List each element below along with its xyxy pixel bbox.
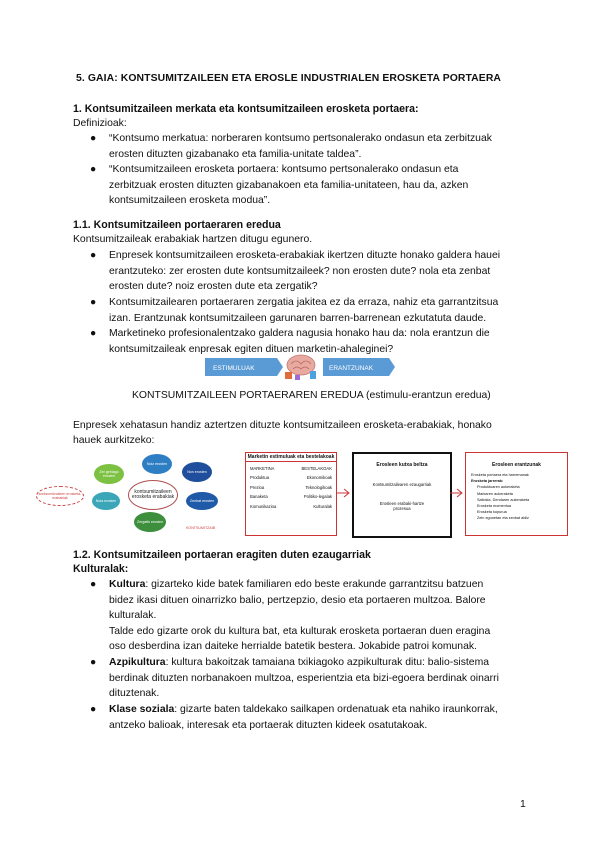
list-item: ● Enpresek kontsumitzaileen erosketa-erabakiak ikertzen dituzte honako galdera hauei erantzuteko: zer erosten dute kontsumitzaileek? non erosten dute? nola eta zenbat erosten dute? noiz erosten dute eta zergatik? bbox=[90, 250, 501, 293]
bubble-where: Non erosten bbox=[182, 462, 212, 482]
bullet-icon: ● bbox=[90, 164, 97, 175]
paragraph-line: Enpresek xehatasun handiz aztertzen dituzte kontsumitzaileen erosketa-erabakiak, honako bbox=[73, 420, 492, 431]
bullet-icon: ● bbox=[90, 579, 97, 590]
bullet-icon: ● bbox=[90, 704, 97, 715]
bubble-why: Zergatik erosten bbox=[134, 512, 166, 532]
black-box: Erosleen kutxa beltza Kontsumitzailearen ezaugarriak Erosleen erabaki-hartze prozesua bbox=[352, 452, 452, 538]
list-item: ● “Kontsumo merkatua: norberaren kontsumo pertsonalerako ondasun eta zerbitzuak erosten dituzten gizabanako eta familia-unitate taldea”. bbox=[90, 133, 492, 160]
table-row: Komunikazioa Kulturalak bbox=[250, 503, 332, 509]
responses-list: Erosketa portaera eta harremanak Erosketa jarrerak: Produktuaren aukeraketa Markaren aukeraketa Saltokia, Dendaren aukeraketa Erosketa momentua Erosketa kopurua Zein egunetan eta zenbat aldiz bbox=[471, 473, 530, 521]
section-1-2-subheading: Kulturalak: bbox=[73, 563, 129, 575]
table-row: Prezioa Teknologikoak bbox=[250, 484, 332, 490]
list-item: ● “Kontsumitzaileen erosketa portaera: kontsumo pertsonalerako ondasun eta zerbitzuak erosten dituzten gizabanakoen eta familia-unitateen, hau da, azken kontsumitzaileen erosketa modua”. bbox=[90, 164, 469, 207]
bullet-icon: ● bbox=[90, 250, 97, 261]
table-row: Produktua Ekonomikoak bbox=[250, 475, 332, 480]
center-node: kontsumitzaileen erosketa erabakiak bbox=[128, 480, 178, 510]
stimulus-response-figure bbox=[205, 352, 395, 382]
chapter-title: 5. GAIA: KONTSUMITZAILEEN ETA EROSLE INDUSTRIALEN EROSKETA PORTAERA bbox=[76, 73, 502, 84]
list-item: ● Marketineko profesionalentzako galdera nagusia honako hau da: nola erantzun die kontsumitzaileak enpresak egiten dituen marketin-ahaleginei? bbox=[90, 328, 490, 355]
table-row: MARKETINA BESTELAKOAK bbox=[250, 465, 332, 471]
paragraph-line: hauek aurkitzeko: bbox=[73, 435, 155, 446]
black-box-model bbox=[245, 452, 568, 536]
list-item: ● Kontsumitzailearen portaeraren zergatia jakitea ez da erraza, nahiz eta garrantzitsua izan. Erantzunak kontsumitzaileen garunaren barren-barrenean ezkutatuta daude. bbox=[90, 297, 499, 324]
section-1-heading: 1. Kontsumitzaileen merkata eta kontsumitzaileen erosketa portaera: bbox=[73, 103, 419, 115]
list-item: ● Kultura: gizarteko kide batek familiaren edo beste erakunde garrantzitsu batzuen bidez ikasi dituen oinarrizko balio, pertzepzio, desio eta portaeren multzoa. Balore kulturalak. Talde edo gizarte orok du kultura bat, eta kulturak erosketa portaeran duen eragina oso desberdina izan daiteke herrialde batetik bestera. Jokabide patroi komunak. bbox=[90, 579, 491, 653]
stimuli-table bbox=[246, 462, 336, 514]
purchase-decisions-diagram bbox=[36, 452, 242, 536]
arrow-right-icon bbox=[450, 488, 464, 498]
section-1-1-intro: Kontsumitzaileak erabakiak hartzen ditugu egunero. bbox=[73, 234, 313, 245]
figure-caption: KONTSUMITZAILEEN PORTAERAREN EREDUA (estimulu-erantzun eredua) bbox=[132, 390, 491, 401]
marketing-stimuli-box: Marketin estimuluak eta bestelakoak MARKETINA BESTELAKOAK Produktua Ekonomikoak Prezioa Teknologikoak Banaketa Politiko-legalak Komunikazioa Kulturalak bbox=[245, 452, 337, 536]
section-1-intro: Definizioak: bbox=[73, 118, 127, 129]
bubble-what: Zer gehiago erosten bbox=[94, 464, 124, 484]
bullet-icon: ● bbox=[90, 328, 97, 339]
section-1-1-heading: 1.1. Kontsumitzaileen portaeraren eredua bbox=[73, 219, 281, 231]
list-item: ● Klase soziala: gizarte baten taldekako sailkapen ordenatuak eta nahiko iraunkorrak, antzeko balioak, interesak eta portaerak dituzten kideek osatutakoak. bbox=[90, 704, 498, 731]
buyer-responses-box: Erosleen erantzunak Erosketa portaera eta harremanak Erosketa jarrerak: Produktuaren aukeraketa Markaren aukeraketa Saltokia, Dendaren aukeraketa Erosketa momentua Erosketa kopurua Zein egunetan eta zenbat aldiz bbox=[465, 452, 568, 536]
diagram-footer: KONTSUMITZAIB bbox=[186, 526, 216, 530]
bullet-icon: ● bbox=[90, 297, 97, 308]
arrow-right-icon bbox=[337, 488, 351, 498]
bullet-icon: ● bbox=[90, 657, 97, 668]
page-number: 1 bbox=[520, 799, 526, 810]
bubble-how-much: Zenbat erosten bbox=[186, 492, 218, 510]
bullet-icon: ● bbox=[90, 133, 97, 144]
side-label: kontsumitzaileen erosketa-erabakiak bbox=[36, 486, 84, 506]
section-1-2-heading: 1.2. Kontsumitzaileen portaeran eragiten duten ezaugarriak bbox=[73, 549, 371, 561]
brain-icon bbox=[285, 355, 316, 380]
list-item: ● Azpikultura: kultura bakoitzak tamaiana txikiagoko azpikulturak ditu: balio-sistema berdinak dituzten norbanakoen multzoa, esperientzia eta bizi-egoera berdinak oinarri dituztenak. bbox=[90, 657, 499, 700]
bubble-how: Nola erosten bbox=[92, 492, 120, 510]
table-row: Banaketa Politiko-legalak bbox=[250, 494, 332, 499]
stimuli-label: ESTIMULUAK bbox=[213, 365, 255, 372]
responses-label: ERANTZUNAK bbox=[329, 365, 374, 372]
bubble-when: Noiz erosten bbox=[142, 454, 172, 474]
